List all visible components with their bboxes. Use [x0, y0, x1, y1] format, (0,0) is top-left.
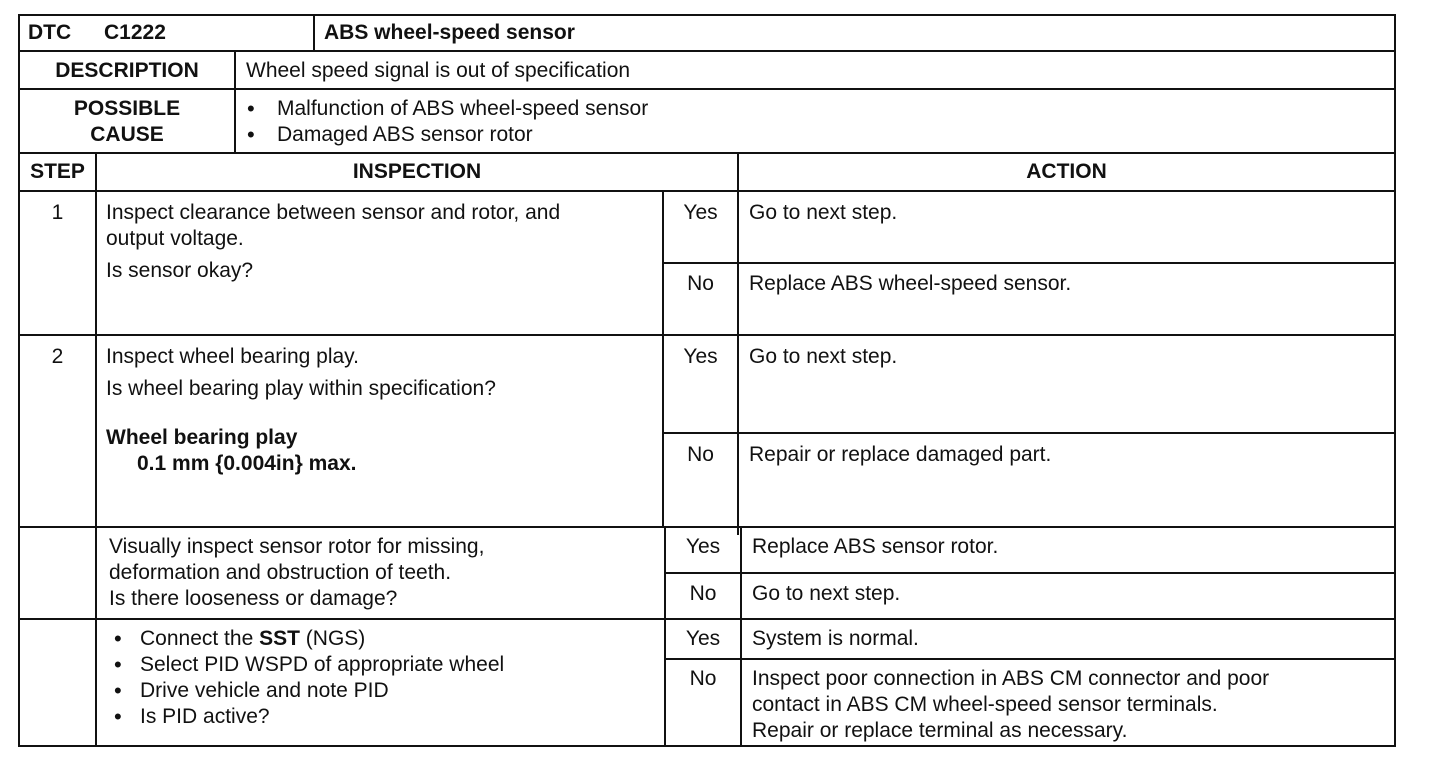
row-divider	[18, 618, 1396, 620]
label-divider	[234, 50, 236, 153]
description-text: Wheel speed signal is out of specification	[246, 59, 631, 82]
yes-action: System is normal.	[752, 627, 919, 650]
column-header-action: ACTION	[1026, 160, 1107, 183]
inspection-bullet-connect	[140, 626, 365, 652]
step-number: 1	[51, 201, 64, 224]
sst-term: SST	[259, 627, 300, 650]
row-divider	[18, 526, 1396, 528]
no-label: No	[687, 443, 714, 466]
row-divider	[18, 50, 1396, 52]
no-action: Inspect poor connection in ABS CM connector and poor	[752, 667, 1270, 690]
yes-no-divider	[662, 262, 1396, 264]
row-divider	[18, 88, 1396, 90]
dtc-code: C1222	[104, 21, 166, 44]
step-inspection-text: Visually inspect sensor rotor for missing,	[109, 535, 485, 558]
no-action: Replace ABS wheel-speed sensor.	[749, 272, 1072, 295]
step-inspection-text: output voltage.	[106, 227, 244, 250]
header-divider	[313, 14, 315, 51]
dtc-label: DTC	[28, 21, 72, 44]
no-action: Repair or replace damaged part.	[749, 443, 1052, 466]
step-inspection-text: Inspect wheel bearing play.	[106, 345, 359, 368]
yes-action: Go to next step.	[749, 201, 898, 224]
table-border-bottom	[18, 745, 1396, 747]
action-column-divider	[737, 152, 739, 535]
action-column-divider	[740, 526, 742, 747]
dtc-troubleshooting-table	[18, 14, 1396, 747]
step-number: 2	[51, 345, 64, 368]
no-label: No	[687, 272, 714, 295]
no-action: Go to next step.	[752, 582, 901, 605]
cause-item: • Malfunction of ABS wheel-speed sensor	[277, 96, 648, 122]
dtc-title: ABS wheel-speed sensor	[324, 21, 575, 44]
possible-cause-label: CAUSE	[90, 123, 164, 146]
step-column-divider	[95, 152, 97, 747]
step-inspection-text: Inspect clearance between sensor and rotor, and	[106, 201, 561, 224]
yes-label: Yes	[683, 201, 718, 224]
yes-label: Yes	[685, 535, 721, 558]
row-divider	[18, 190, 1396, 192]
cause-item: • Damaged ABS sensor rotor	[277, 122, 533, 148]
yes-no-divider	[664, 572, 1396, 574]
inspection-bullet: • Select PID WSPD of appropriate wheel	[140, 652, 504, 678]
step-inspection-question: Is wheel bearing play within specification?	[106, 377, 496, 400]
connect-prefix: Connect the	[140, 627, 254, 650]
column-header-inspection: INSPECTION	[352, 160, 482, 183]
description-label: DESCRIPTION	[55, 59, 199, 82]
step-inspection-text: deformation and obstruction of teeth.	[109, 561, 452, 584]
spec-value: 0.1 mm {0.004in} max.	[137, 452, 357, 475]
step-inspection-question: Is sensor okay?	[106, 259, 254, 282]
yes-no-divider	[662, 432, 1396, 434]
spec-title: Wheel bearing play	[106, 426, 298, 449]
no-label: No	[689, 667, 717, 690]
step-inspection-question: Is there looseness or damage?	[109, 587, 398, 610]
row-divider	[18, 334, 1396, 336]
inspection-bullet: • Is PID active?	[140, 704, 270, 730]
column-header-step: STEP	[30, 160, 85, 183]
no-action: contact in ABS CM wheel-speed sensor terminals.	[752, 693, 1218, 716]
possible-cause-label: POSSIBLE	[73, 97, 181, 120]
row-divider	[18, 152, 1396, 154]
no-label: No	[689, 582, 717, 605]
yes-no-divider	[664, 658, 1396, 660]
no-action: Repair or replace terminal as necessary.	[752, 719, 1128, 742]
inspection-bullet: • Drive vehicle and note PID	[140, 678, 389, 704]
yes-label: Yes	[683, 345, 718, 368]
yes-label: Yes	[685, 627, 721, 650]
yes-action: Replace ABS sensor rotor.	[752, 535, 999, 558]
yes-action: Go to next step.	[749, 345, 898, 368]
table-border-right	[1394, 14, 1396, 747]
connect-suffix: (NGS)	[305, 627, 366, 650]
table-border-top	[18, 14, 1396, 16]
